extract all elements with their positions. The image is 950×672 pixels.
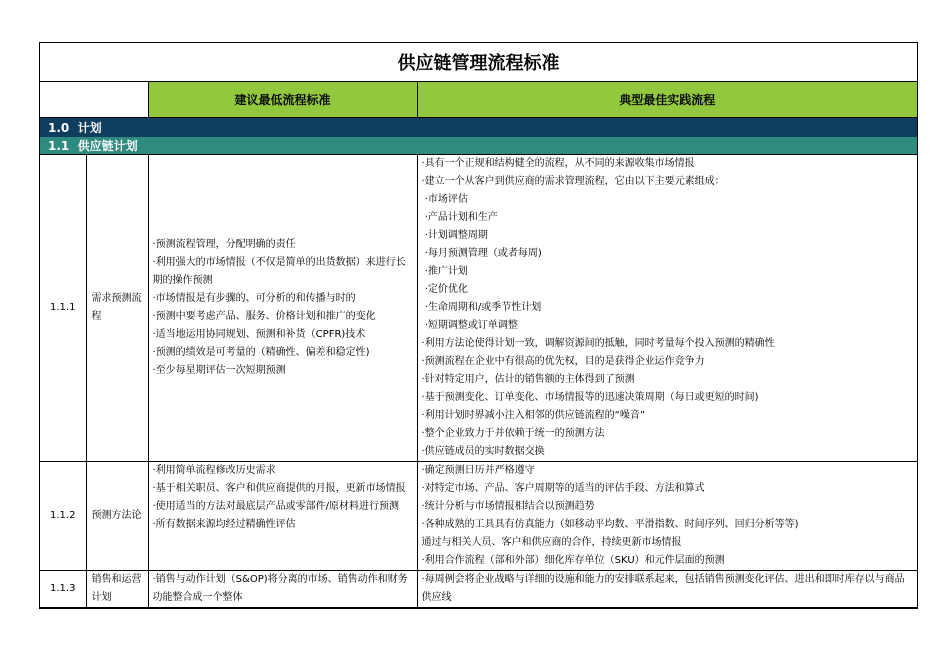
list-item: ·利用计划时界减小注入相邻的供应链流程的“噪音” [421, 410, 646, 421]
table-row [40, 462, 917, 571]
list-item: ·所有数据来源均经过精确性评估 [152, 519, 296, 530]
list-item: ·利用合作流程（部和外部）细化库存单位（SKU）和元件层面的预测 [421, 555, 725, 566]
section-label: 计划 [77, 120, 102, 135]
best-practice-list [417, 462, 917, 571]
list-item: ·适当地运用协同规划、预测和补货（CPFR)技术 [152, 329, 366, 340]
list-item: ·对特定市场、产品、客户周期等的适当的评估手段、方法和算式 [421, 483, 705, 494]
list-item: ·至少每星期评估一次短期预测 [152, 365, 286, 376]
standards-document [39, 42, 918, 609]
list-item: ·各种成熟的工具具有仿真能力（如移动平均数、平滑指数、时间序列、回归分析等等) [421, 519, 799, 530]
item-number: 1.1.1 [40, 155, 86, 462]
list-item: 通过与相关人员、客户和供应商的合作，持续更新市场情报 [421, 537, 682, 548]
min-standard-list [148, 571, 417, 608]
list-item: ·预测流程管理，分配明确的责任 [152, 239, 296, 250]
list-item: ·预测中要考虑产品、服务、价格计划和推广的变化 [152, 311, 376, 322]
best-practice-list [417, 155, 917, 462]
table-row [40, 155, 917, 462]
header-blank-cell [40, 81, 148, 117]
subsection-heading [40, 137, 917, 155]
column-header-min-standard: 建议最低流程标准 [148, 81, 417, 117]
list-item: ·市场情报是有步骤的、可分析的和传播与时的 [152, 293, 356, 304]
standards-table [40, 43, 917, 608]
section-number: 1.0 [48, 120, 70, 135]
list-item: ·市场评估 [421, 194, 468, 205]
subsection-number: 1.1 [48, 139, 70, 153]
best-practice-list [417, 571, 917, 608]
item-number: 1.1.3 [40, 571, 86, 608]
list-item: ·确定预测日历并严格遵守 [421, 465, 535, 476]
item-name: 销售和运营计划 [86, 571, 148, 608]
item-name: 预测方法论 [86, 462, 148, 571]
list-item: ·使用适当的方法对最底层产品或零部件/原材料进行预测 [152, 501, 400, 512]
list-item: ·针对特定用户，估计的销售额的主体得到了预测 [421, 374, 635, 385]
list-item: ·预测的绩效是可考量的（精确性、偏差和稳定性) [152, 347, 370, 358]
list-item: ·利用简单流程修改历史需求 [152, 465, 276, 476]
subsection-label: 供应链计划 [77, 139, 138, 153]
list-item: ·每周例会将企业战略与详细的设施和能力的安排联系起来，包括销售预测变化评估、进出和即时库存以与商品供应线 [421, 574, 905, 603]
list-item: ·产品计划和生产 [421, 212, 498, 223]
list-item: ·利用强大的市场情报（不仅是简单的出货数据）来进行长期的操作预测 [152, 257, 406, 286]
list-item: ·短期调整或订单调整 [421, 320, 518, 331]
list-item: ·统计分析与市场情报相结合以预测趋势 [421, 501, 595, 512]
table-row [40, 571, 917, 608]
list-item: ·基于相关职员、客户和供应商提供的月报，更新市场情报 [152, 483, 406, 494]
list-item: ·建立一个从客户到供应商的需求管理流程，它由以下主要元素组成： [421, 176, 725, 187]
list-item: ·整个企业致力于并依赖于统一的预测方法 [421, 428, 605, 439]
list-item: ·预测流程在企业中有很高的优先权，目的是获得企业运作竞争力 [421, 356, 705, 367]
document-title: 供应链管理流程标准 [40, 43, 917, 81]
item-name: 需求预测流程 [86, 155, 148, 462]
item-number: 1.1.2 [40, 462, 86, 571]
list-item: ·基于预测变化、订单变化、市场情报等的迅速决策周期（每日或更短的时间) [421, 392, 759, 403]
list-item: ·供应链成员的实时数据交换 [421, 446, 545, 457]
list-item: ·具有一个正规和结构健全的流程，从不同的来源收集市场情报 [421, 158, 695, 169]
column-header-best-practice: 典型最佳实践流程 [417, 81, 917, 117]
min-standard-list [148, 462, 417, 571]
list-item: ·利用方法论使得计划一致，调解资源间的抵触，同时考量每个投入预测的精确性 [421, 338, 775, 349]
list-item: ·每月预测管理（或者每周) [421, 248, 542, 259]
section-heading [40, 117, 917, 137]
min-standard-list [148, 155, 417, 462]
list-item: ·计划调整周期 [421, 230, 488, 241]
list-item: ·推广计划 [421, 266, 468, 277]
list-item: ·销售与动作计划（S&OP)将分离的市场、销售动作和财务功能整合成一个整体 [152, 574, 408, 603]
list-item: ·生命周期和/或季节性计划 [421, 302, 542, 313]
list-item: ·定价优化 [421, 284, 468, 295]
